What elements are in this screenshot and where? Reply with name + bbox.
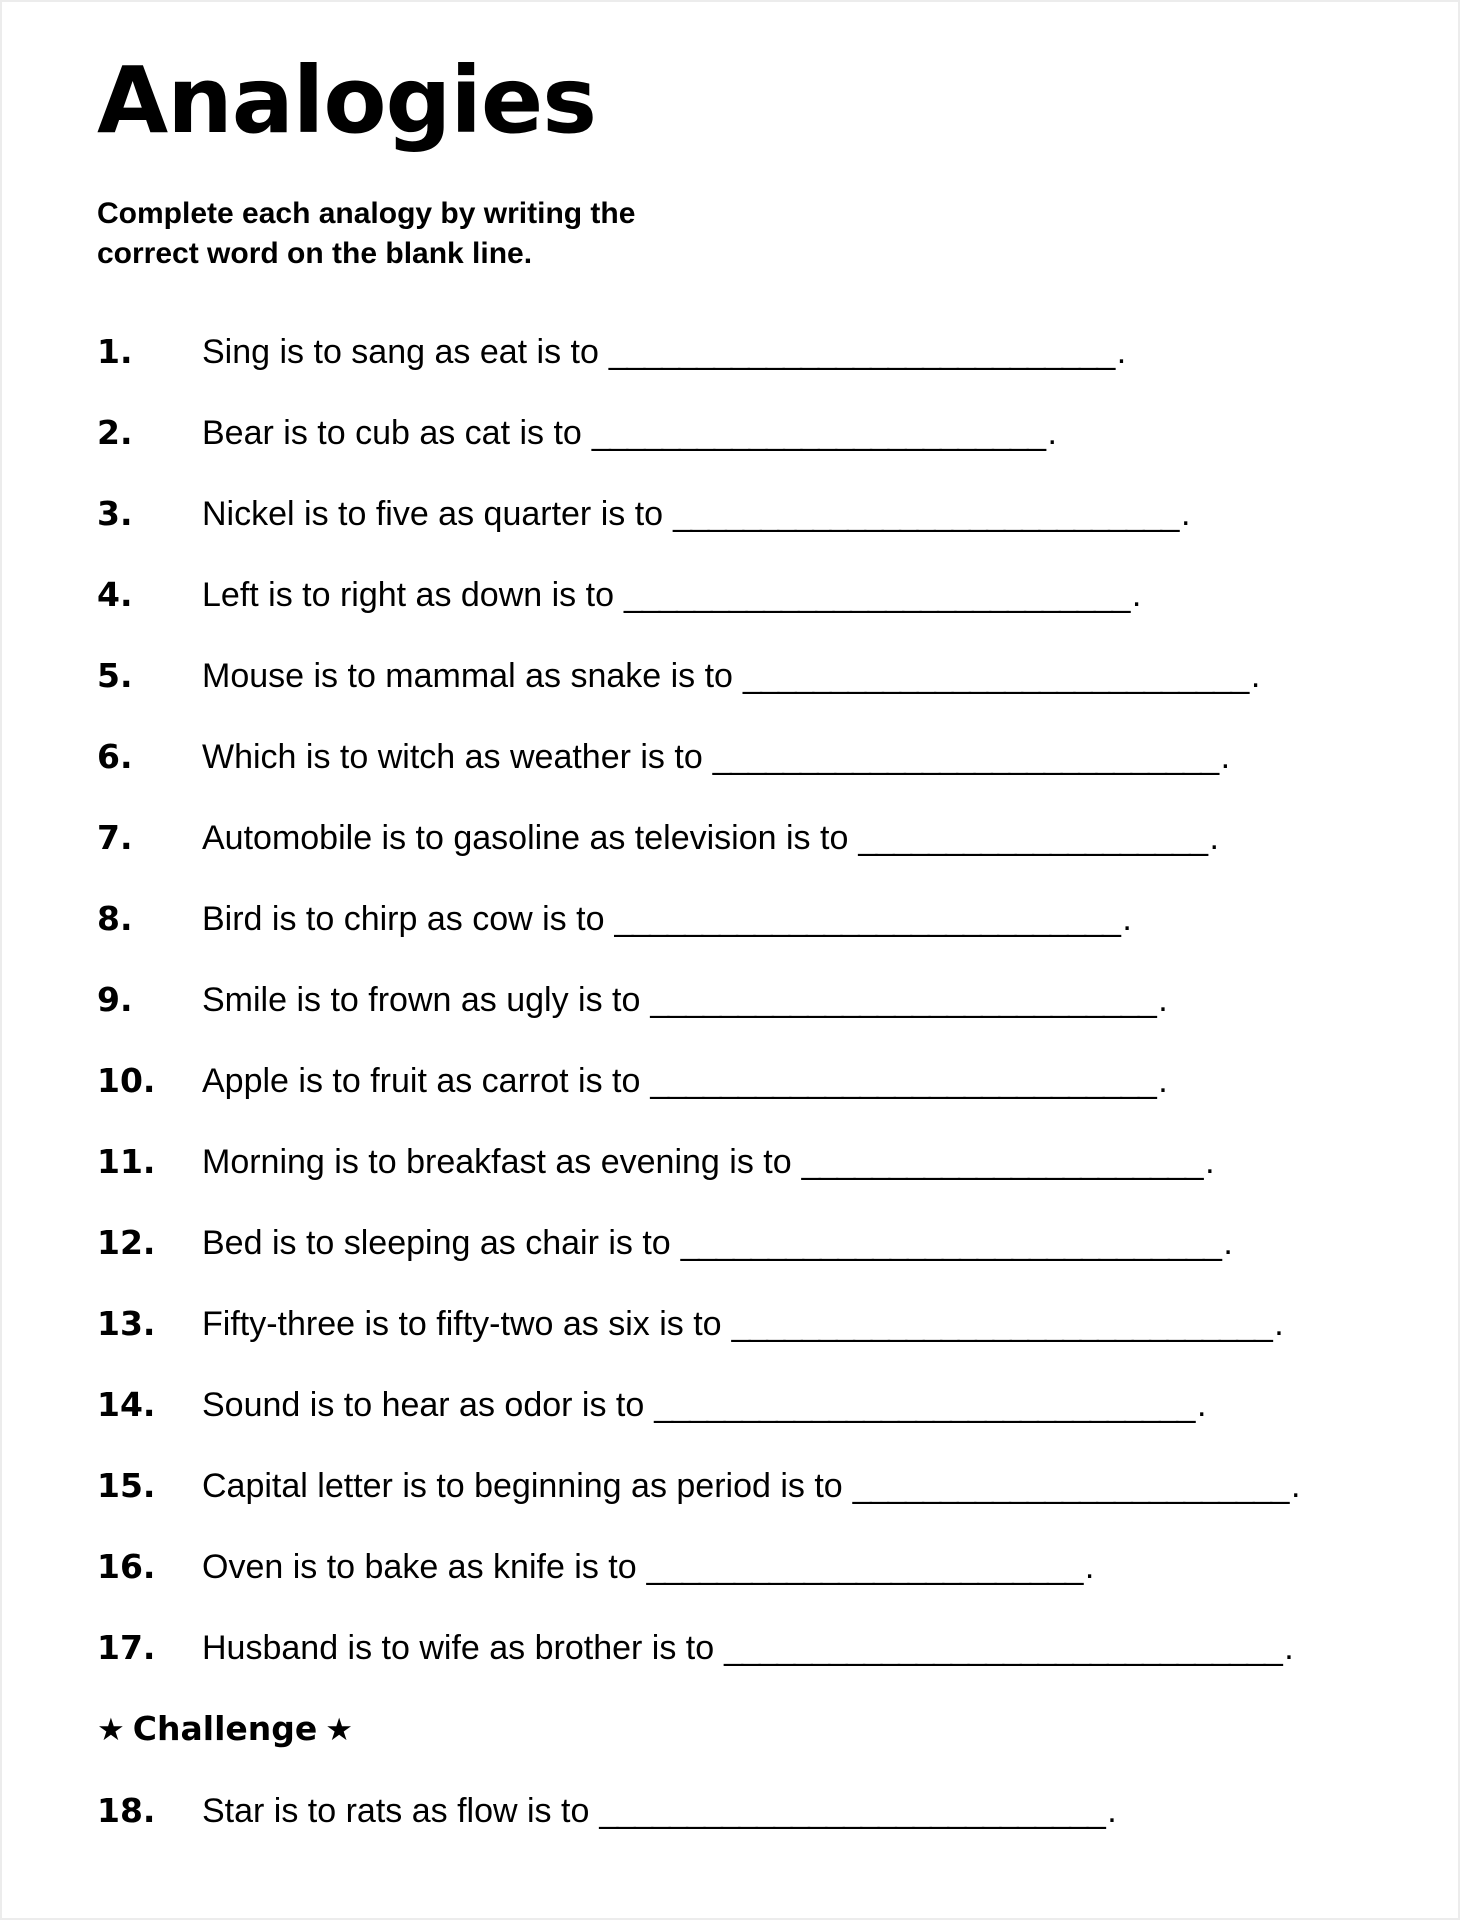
challenge-header <box>97 1708 1418 1750</box>
answer-blank[interactable]: ________________________________ <box>724 1628 1282 1667</box>
instructions-line-2: correct word on the blank line. <box>97 237 533 271</box>
item-period: . <box>1180 494 1191 533</box>
item-number: 17. <box>97 1627 156 1667</box>
answer-blank[interactable]: _________________________ <box>646 1547 1082 1586</box>
item-prompt: Sound is to hear as odor is to <box>202 1385 645 1424</box>
item-prompt: Bird is to chirp as cow is to <box>202 899 605 938</box>
star-right-icon: ★ <box>325 1711 354 1748</box>
answer-blank[interactable]: _____________________________ <box>599 1791 1105 1830</box>
answer-blank[interactable]: _____________________________ <box>614 899 1120 938</box>
item-period: . <box>1284 1628 1294 1667</box>
challenge-label: Challenge <box>132 1708 318 1748</box>
analogy-item-8 <box>97 898 1418 940</box>
analogy-item-7 <box>97 817 1418 859</box>
item-period: . <box>1274 1304 1284 1343</box>
item-prompt: Bear is to cub as cat is to <box>202 413 582 452</box>
item-number: 12. <box>97 1222 156 1262</box>
analogy-item-5 <box>97 655 1418 697</box>
analogy-item-4 <box>97 574 1418 616</box>
analogy-item-17 <box>97 1627 1418 1669</box>
item-number: 1. <box>97 331 133 371</box>
item-number: 15. <box>97 1465 156 1505</box>
analogy-item-18 <box>97 1790 1418 1832</box>
item-period: . <box>1158 980 1168 1019</box>
item-prompt: Left is to right as down is to <box>202 575 614 614</box>
item-period: . <box>1047 413 1057 452</box>
item-period: . <box>1084 1547 1095 1586</box>
item-prompt: Automobile is to gasoline as television is to <box>202 818 849 857</box>
analogy-list <box>97 331 1418 1832</box>
answer-blank[interactable]: _____________________________ <box>673 494 1178 533</box>
item-period: . <box>1223 1223 1233 1262</box>
answer-blank[interactable]: _____________________________ <box>608 332 1114 371</box>
answer-blank[interactable]: _____________________________ <box>623 575 1129 614</box>
item-prompt: Oven is to bake as knife is to <box>202 1547 637 1586</box>
item-prompt: Bed is to sleeping as chair is to <box>202 1223 671 1262</box>
item-number: 9. <box>97 979 133 1019</box>
item-prompt: Husband is to wife as brother is to <box>202 1628 715 1667</box>
item-number: 11. <box>97 1141 156 1181</box>
item-number: 6. <box>97 736 133 776</box>
analogy-item-9 <box>97 979 1418 1021</box>
instructions <box>97 194 1418 275</box>
item-period: . <box>1122 899 1132 938</box>
analogy-item-13 <box>97 1303 1418 1345</box>
answer-blank[interactable]: _______________________________ <box>654 1385 1194 1424</box>
item-prompt: Smile is to frown as ugly is to <box>202 980 641 1019</box>
analogy-item-12 <box>97 1222 1418 1264</box>
instructions-line-1: Complete each analogy by writing the <box>97 196 636 230</box>
item-period: . <box>1209 818 1219 857</box>
worksheet-page <box>2 48 1458 1832</box>
item-number: 3. <box>97 493 133 533</box>
item-prompt: Sing is to sang as eat is to <box>202 332 599 371</box>
item-prompt: Mouse is to mammal as snake is to <box>202 656 733 695</box>
analogy-item-1 <box>97 331 1418 373</box>
analogy-item-3 <box>97 493 1418 535</box>
item-period: . <box>1250 656 1261 695</box>
item-period: . <box>1196 1385 1207 1424</box>
item-number: 4. <box>97 574 133 614</box>
item-period: . <box>1107 1791 1117 1830</box>
analogy-item-10 <box>97 1060 1418 1102</box>
item-prompt: Star is to rats as flow is to <box>202 1791 590 1830</box>
item-number: 5. <box>97 655 133 695</box>
item-prompt: Nickel is to five as quarter is to <box>202 494 664 533</box>
item-number: 14. <box>97 1384 156 1424</box>
answer-blank[interactable]: _______________________________ <box>680 1223 1221 1262</box>
answer-blank[interactable]: _____________________________ <box>650 980 1156 1019</box>
item-number: 8. <box>97 898 133 938</box>
analogy-item-14 <box>97 1384 1418 1426</box>
answer-blank[interactable]: ____________________ <box>858 818 1207 857</box>
page-title: Analogies <box>97 47 597 154</box>
item-period: . <box>1220 737 1231 776</box>
answer-blank[interactable]: _____________________________ <box>712 737 1218 776</box>
answer-blank[interactable]: _______________________ <box>801 1142 1203 1181</box>
answer-blank[interactable]: __________________________ <box>591 413 1045 452</box>
answer-blank[interactable]: _____________________________ <box>742 656 1248 695</box>
analogy-item-16 <box>97 1546 1418 1588</box>
item-period: . <box>1158 1061 1168 1100</box>
answer-blank[interactable]: _________________________ <box>852 1466 1288 1505</box>
item-prompt: Apple is to fruit as carrot is to <box>202 1061 641 1100</box>
item-prompt: Capital letter is to beginning as period is to <box>202 1466 843 1505</box>
item-number: 7. <box>97 817 133 857</box>
answer-blank[interactable]: _______________________________ <box>731 1304 1272 1343</box>
item-period: . <box>1116 332 1127 371</box>
item-prompt: Morning is to breakfast as evening is to <box>202 1142 792 1181</box>
item-period: . <box>1290 1466 1301 1505</box>
analogy-item-2 <box>97 412 1418 454</box>
item-number: 18. <box>97 1790 156 1830</box>
analogy-item-11 <box>97 1141 1418 1183</box>
item-prompt: Which is to witch as weather is to <box>202 737 703 776</box>
item-number: 2. <box>97 412 133 452</box>
item-period: . <box>1205 1142 1215 1181</box>
item-number: 13. <box>97 1303 156 1343</box>
item-number: 16. <box>97 1546 156 1586</box>
item-number: 10. <box>97 1060 156 1100</box>
item-prompt: Fifty-three is to fifty-two as six is to <box>202 1304 722 1343</box>
item-period: . <box>1131 575 1142 614</box>
analogy-item-15 <box>97 1465 1418 1507</box>
answer-blank[interactable]: _____________________________ <box>650 1061 1156 1100</box>
star-left-icon: ★ <box>97 1711 125 1748</box>
analogy-item-6 <box>97 736 1418 778</box>
